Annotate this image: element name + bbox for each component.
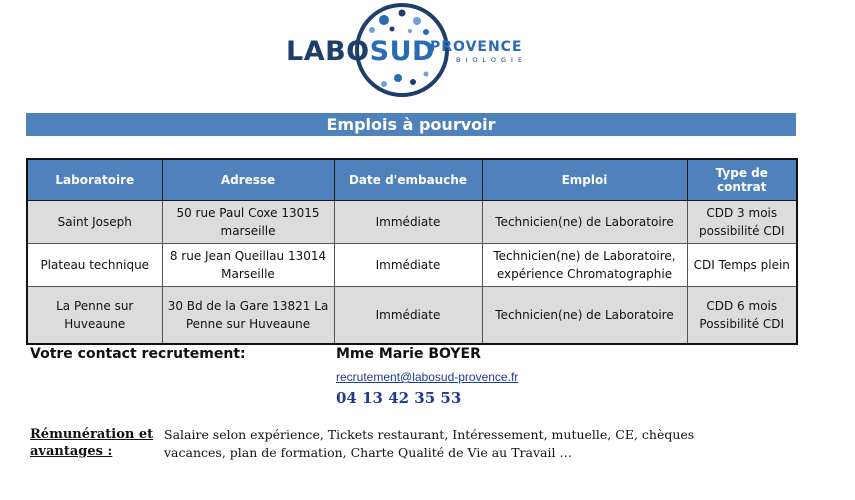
cell-date: Immédiate	[334, 244, 482, 287]
contact-name: Mme Marie BOYER	[336, 346, 481, 362]
table-row	[27, 244, 797, 287]
company-logo	[280, 2, 530, 102]
section-title: Emplois à pourvoir	[26, 113, 796, 136]
cell-date: Immédiate	[334, 201, 482, 244]
cell-contrat: CDI Temps plein	[687, 244, 797, 287]
column-header-date: Date d'embauche	[334, 159, 482, 201]
column-header-contrat: Type de contrat	[687, 159, 797, 201]
remuneration-text: Salaire selon expérience, Tickets restaurant, Intéressement, mutuelle, CE, chèques vacances, plan de formation, Charte Qualité de Vie au Travail …	[164, 427, 695, 460]
remuneration-label: Rémunération et avantages :	[30, 427, 154, 459]
cell-adresse: 50 rue Paul Coxe 13015 marseille	[162, 201, 334, 244]
jobs-table	[26, 158, 798, 345]
table-row	[27, 287, 797, 345]
logo-wordmark: LABOSUD	[286, 36, 435, 67]
logo-provence: PROVENCE	[430, 39, 523, 55]
table-header-row	[27, 159, 797, 201]
cell-emploi: Technicien(ne) de Laboratoire, expérience Chromatographie	[482, 244, 687, 287]
cell-laboratoire: La Penne sur Huveaune	[27, 287, 162, 345]
logo-biologie: BIOLOGIE	[456, 56, 528, 64]
cell-emploi: Technicien(ne) de Laboratoire	[482, 201, 687, 244]
column-header-adresse: Adresse	[162, 159, 334, 201]
contact-label: Votre contact recrutement:	[30, 346, 246, 362]
contact-phone: 04 13 42 35 53	[336, 389, 462, 407]
cell-laboratoire: Plateau technique	[27, 244, 162, 287]
cell-adresse: 30 Bd de la Gare 13821 La Penne sur Huveaune	[162, 287, 334, 345]
contact-email-link[interactable]: recrutement@labosud-provence.fr	[336, 370, 519, 384]
cell-laboratoire: Saint Joseph	[27, 201, 162, 244]
cell-emploi: Technicien(ne) de Laboratoire	[482, 287, 687, 345]
cell-date: Immédiate	[334, 287, 482, 345]
cell-contrat: CDD 3 mois possibilité CDI	[687, 201, 797, 244]
cell-contrat: CDD 6 mois Possibilité CDI	[687, 287, 797, 345]
table-row	[27, 201, 797, 244]
column-header-emploi: Emploi	[482, 159, 687, 201]
cell-adresse: 8 rue Jean Queillau 13014 Marseille	[162, 244, 334, 287]
column-header-laboratoire: Laboratoire	[27, 159, 162, 201]
